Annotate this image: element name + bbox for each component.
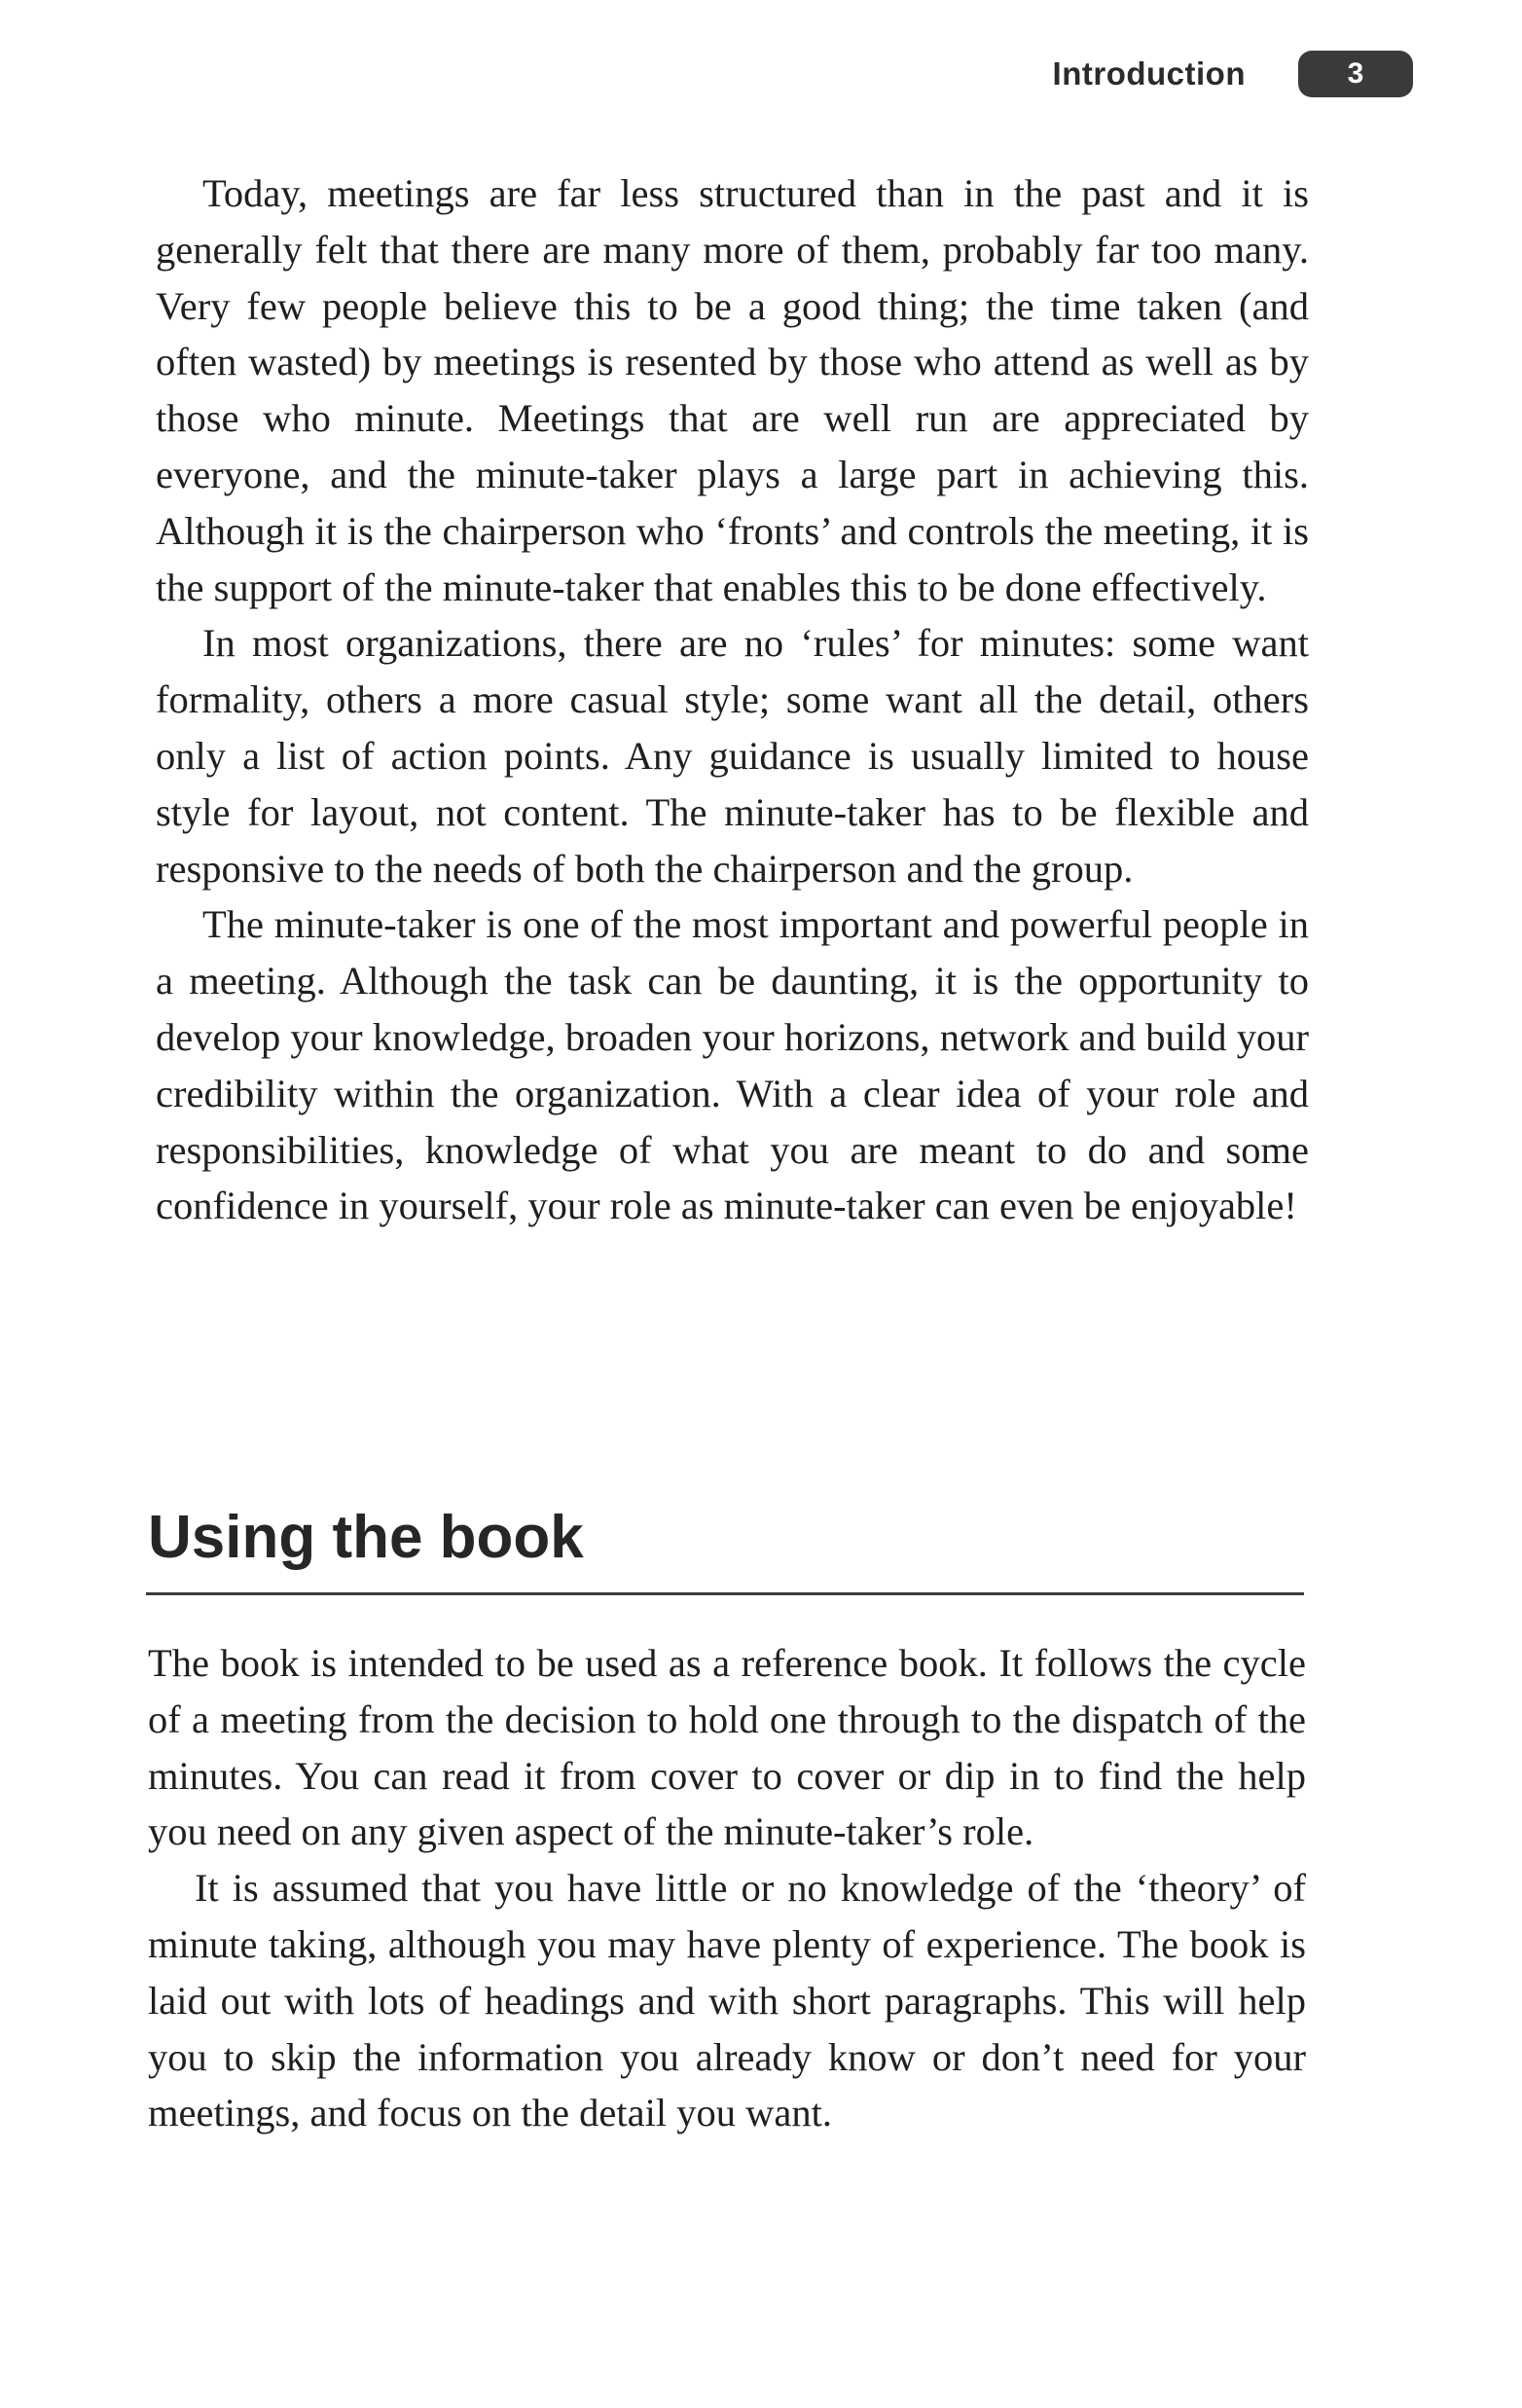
section-heading: Using the book (148, 1504, 584, 1571)
intro-text (156, 165, 1309, 1234)
paragraph: It is assumed that you have little or no knowledge of the ‘theory’ of minute taking, although you may have plenty of experience. The book is laid out with lots of headings and with short paragraphs. This will help you to skip the information you already know or don’t need for your meetings, and focus on the detail you want. (148, 1866, 1306, 2135)
heading-rule (146, 1592, 1304, 1595)
paragraph: The minute-taker is one of the most important and powerful people in a meeting. Although the task can be daunting, it is the opportunity to develop your knowledge, broaden your horizons, network and build your credibility within the organization. With a clear idea of your role and responsibilities, knowledge of what you are meant to do and some confidence in yourself, your role as minute-taker can even be enjoyable! (156, 902, 1309, 1228)
paragraph: Today, meetings are far less structured than in the past and it is generally felt that there are many more of them, probably far too many. Very few people believe this to be a good thing; the time taken (and often wasted) by meetings is resented by those who attend as well as by those who minute. Meetings that are well run are appreciated by everyone, and the minute-taker plays a large part in achieving this. Although it is the chairperson who ‘fronts’ and controls the meeting, it is the support of the minute-taker that enables this to be done effectively. (156, 171, 1309, 609)
running-title: Introduction (1052, 55, 1246, 91)
paragraph: The book is intended to be used as a reference book. It follows the cycle of a meeting from the decision to hold one through to the dispatch of the minutes. You can read it from cover to cover or dip in to find the help you need on any given aspect of the minute-taker’s role. (148, 1641, 1306, 1854)
page-number-badge: 3 (1298, 51, 1413, 97)
running-header (1053, 51, 1413, 97)
section-text (148, 1635, 1306, 2141)
paragraph: In most organizations, there are no ‘rules’ for minutes: some want formality, others a more casual style; some want all the detail, others only a list of action points. Any guidance is usually limited to house style for layout, not content. The minute-taker has to be flexible and responsive to the needs of both the chairperson and the group. (156, 621, 1309, 891)
